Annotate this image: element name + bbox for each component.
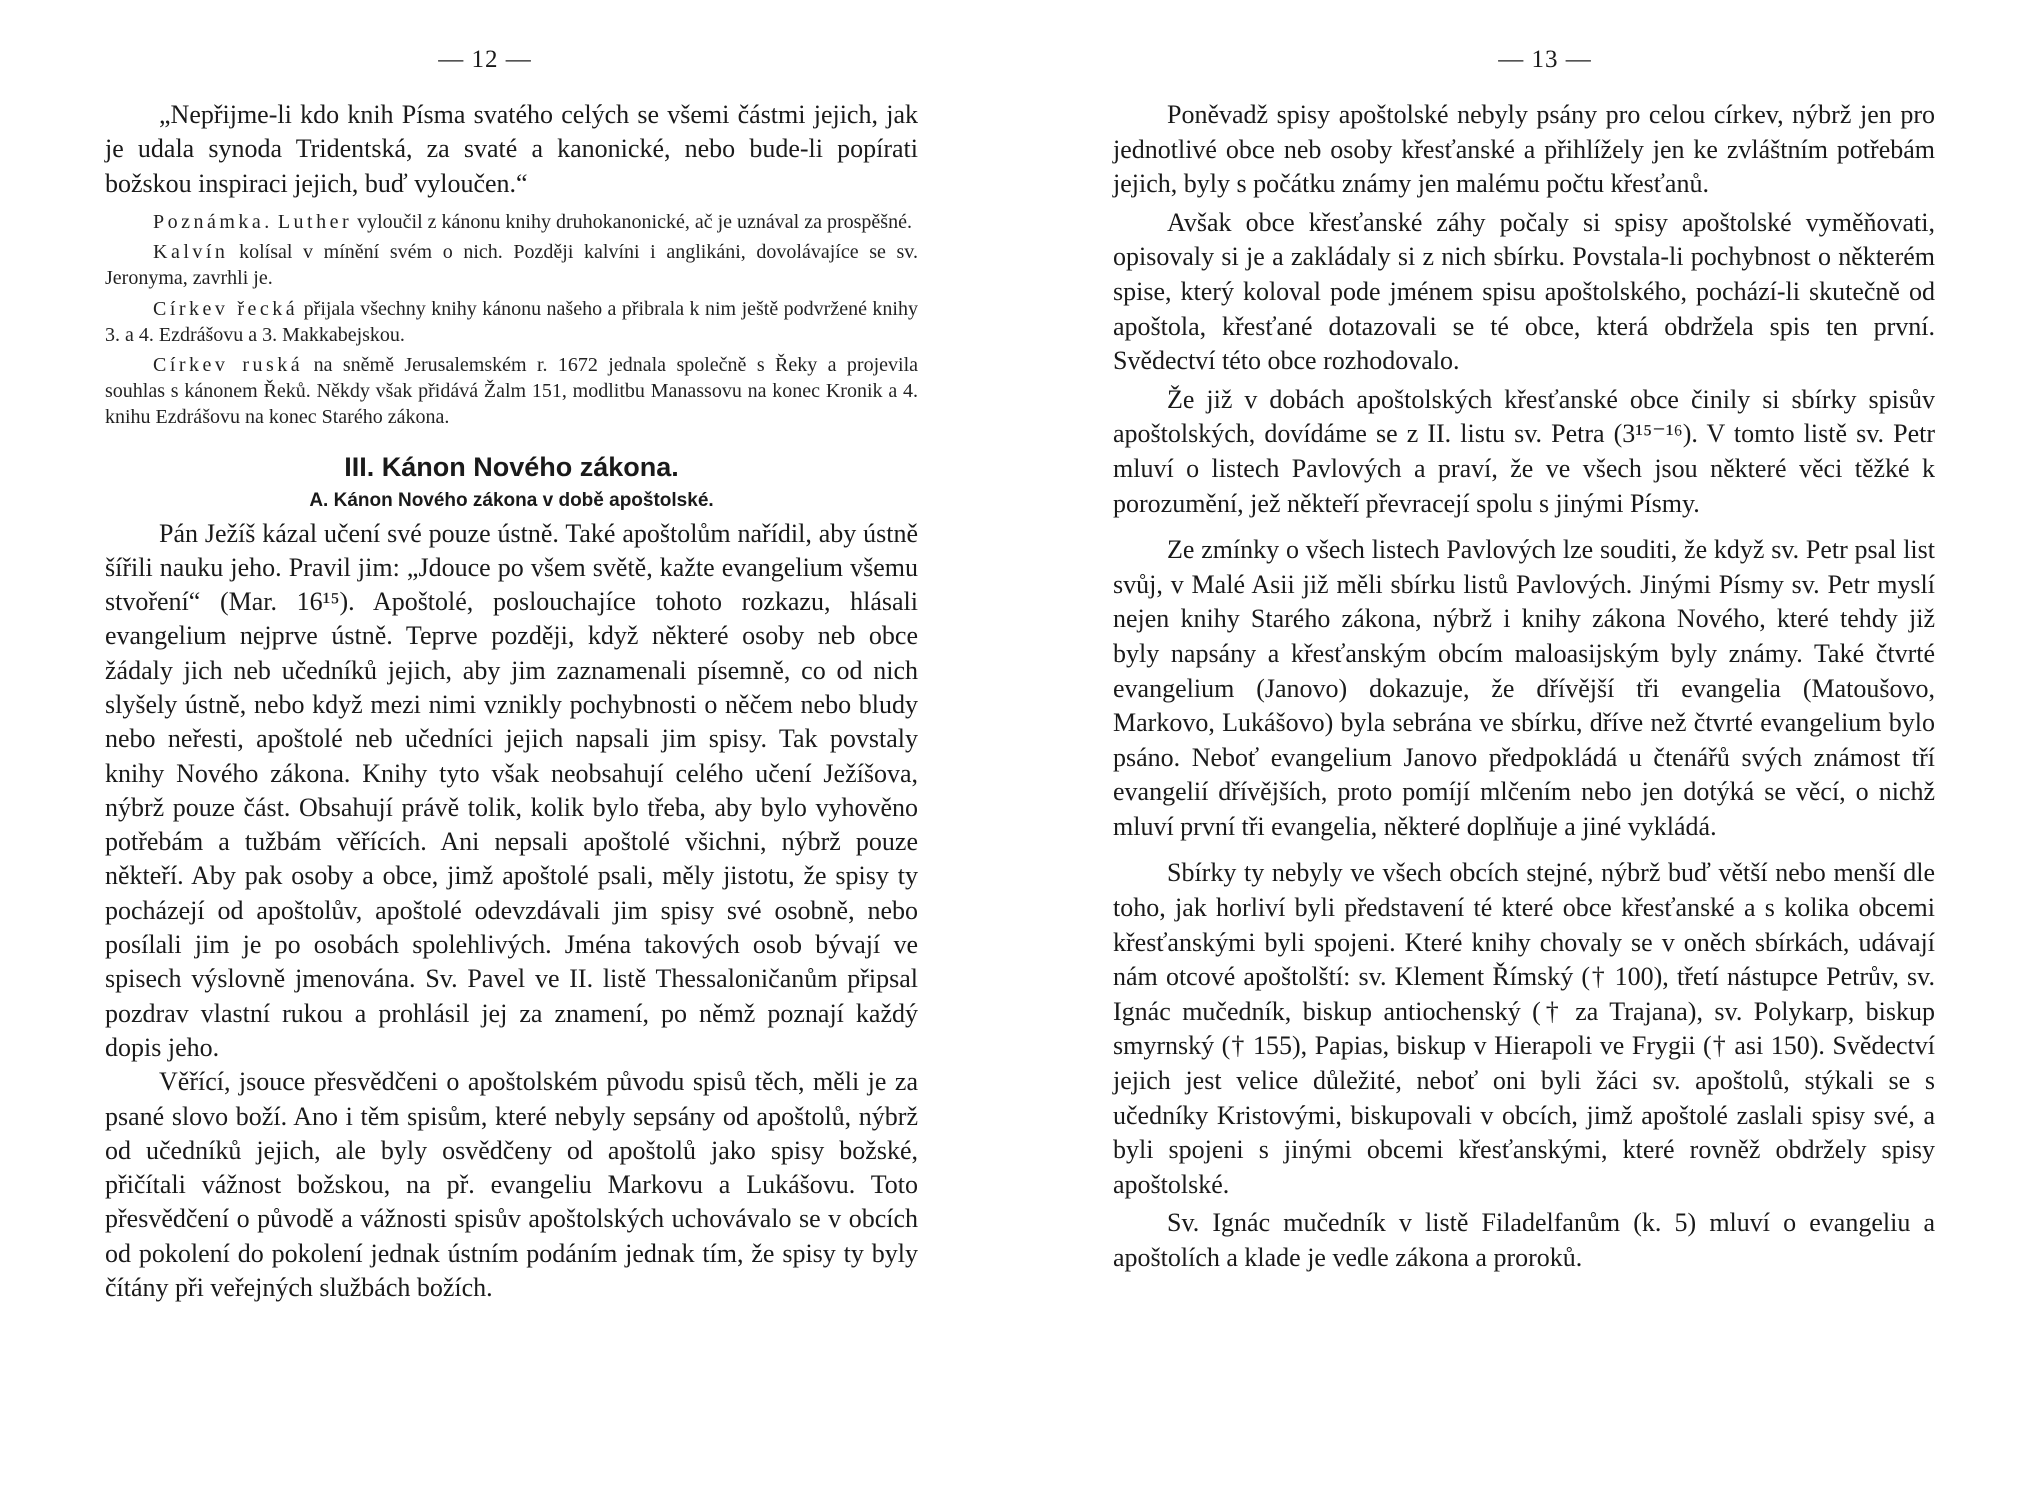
page-number: — 12 — <box>438 46 532 73</box>
note-label: Poznámka. <box>153 210 273 233</box>
right-text-column <box>1113 98 1935 1276</box>
note-russian-church <box>105 352 918 431</box>
paragraph: Věřící, jsouce přesvědčeni o apoštolském původu spisů těch, měli je za psané slovo boží. Ano i těm spisům, které nebyly sepsány od apoštolů, nýbrž od učedníků jejich, ale byly osvědčeny od apoštolů jako spisy božské, přičítali vážnost božskou, na př. evangeliu Markovu a Lukášovu. Toto přesvědčení o původě a vážnosti spisův apoštolských uchovávalo se v obcích od pokolení do pokolení jednak ústním podáním jednak tím, že spisy ty byly čítány při veřejných službách božích. <box>105 1067 918 1303</box>
paragraph: Sv. Ignác mučedník v listě Filadelfanům (k. 5) mluví o evangeliu a apoštolích a klade je vedle zákona a proroků. <box>1113 1208 1935 1272</box>
note-name: Církev ruská <box>153 353 304 376</box>
note-text: přijala všechny knihy kánonu našeho a přibrala k nim ještě podvržené knihy 3. a 4. Ezdrášovu a 3. Makkabejskou. <box>105 297 918 346</box>
note-luther <box>105 209 918 235</box>
paragraph: Poněvadž spisy apoštolské nebyly psány pro celou církev, nýbrž jen pro jednotlivé obce neb osoby křesťanské a přihlížely jen ke zvláštním potřebám jejich, byly s počátku známy jen malému počtu křesťanů. <box>1113 100 1935 199</box>
note-name: Církev řecká <box>153 297 299 320</box>
note-text: kolísal v mínění svém o nich. Později kalvíni i anglikáni, dovolávajíce se sv. Jeronyma, zavrhli je. <box>105 241 919 290</box>
note-name: Kalvín <box>153 241 229 264</box>
paragraph: Pán Ježíš kázal učení své pouze ústně. Také apoštolům nařídil, aby ústně šířili nauku jeho. Pravil jim: „Jdouce po všem světě, kažte evangelium všemu stvoření“ (Mar. 16¹⁵). Apoštolé, poslouchajíce tohoto rozkazu, hlásali evangelium nejprve ústně. Teprve později, když některé osoby neb obce žádaly jich neb učedníků jejich, aby jim zaznamenali písemně, co od nich slyšely ústně, nebo když mezi nimi vznikly pochybnosti o něčem nebo bludy nebo neřesti, apoštolé neb učedníci jejich napsali jim spisy. Tak povstaly knihy Nového zákona. Knihy tyto však neobsahují celého učení Ježíšova, nýbrž pouze část. Obsahují právě tolik, kolik bylo třeba, aby bylo vyhověno potřebám a tužbám věřících. Ani nepsali apoštolé všichni, nýbrž pouze někteří. Aby pak osoby a obce, jimž apoštolé psali, měly jistotu, že spisy ty pocházejí od apoštolův, apoštolé odevzdávali jim spisy své osobně, nebo posílali jim je po osobách spolehlivých. Jména takových osob bývají ve spisech výslovně jmenována. Sv. Pavel ve II. listě Thessaloničanům připsal pozdrav vlastní rukou a prohlásil jej za znamení, po němž poznají každý dopis jeho. <box>105 518 918 1062</box>
page-number: — 13 — <box>1498 46 1592 73</box>
paragraph: Sbírky ty nebyly ve všech obcích stejné, nýbrž buď větší nebo menší dle toho, jak horliví byli představení té které obce křesťanské a s kolika obcemi křesťanskými byli spojeni. Které knihy chovaly se v oněch sbírkách, udávají nám otcové apoštolští: sv. Klement Římský († 100), třetí nástupce Petrův, sv. Ignác mučedník, biskup antiochenský († za Trajana), sv. Polykarp, biskup smyrnský († 155), Papias, biskup v Hierapoli ve Frygii († asi 150). Svědectví jejich jest velice důležité, neboť oni byli žáci sv. apoštolů, stýkali se s učedníky Kristovými, biskupovali v obcích, jimž apoštolé zaslali spisy své, a byli spojeni s jinými obcemi křesťanskými, které rovněž obdržely spisy apoštolské. <box>1113 858 1935 1199</box>
note-name: Luther <box>277 210 353 233</box>
section-subheading: A. Kánon Nového zákona v době apoštolské. <box>309 489 714 511</box>
note-text: vyloučil z kánonu knihy druhokanonické, ač je uznával za prospěšné. <box>357 210 912 233</box>
note-greek-church <box>105 296 918 348</box>
note-kalvin <box>105 239 918 291</box>
section-heading: III. Kánon Nového zákona. <box>344 451 679 482</box>
right-page <box>1010 0 2020 1500</box>
left-text-column <box>105 98 918 1305</box>
council-quote: „Nepřijme-li kdo knih Písma svatého celých se všemi částmi jejich, jak je udala synoda Tridentská, za svaté a kanonické, nebo bude-li popírati božskou inspiraci jejich, buď vyloučen.“ <box>105 100 918 198</box>
paragraph: Že již v dobách apoštolských křesťanské obce činily si sbírky spisův apoštolských, dovídáme se z II. listu sv. Petra (3¹⁵⁻¹⁶). V tomto listě sv. Petr mluví o listech Pavlových a praví, že ve všech jsou některé věci těžké k porozumění, jež někteří převracejí spolu s jinými Písmy. <box>1113 384 1935 518</box>
paragraph: Avšak obce křesťanské záhy počaly si spisy apoštolské vyměňovati, opisovaly si je a zakládaly si z nich sbírku. Povstala-li pochybnost o některém spise, který koloval pode jménem spisu apoštolského, pochází-li skutečně od apoštola, křesťané dotazovali se té obce, která obdržela spis ten první. Svědectví této obce rozhodovalo. <box>1113 207 1935 376</box>
paragraph: Ze zmínky o všech listech Pavlových lze souditi, že když sv. Petr psal list svůj, v Malé Asii již měli sbírku listů Pavlových. Jinými Písmy sv. Petr myslí nejen knihy Starého zákona, nýbrž i knihy zákona Nového, které tehdy již byly napsány a křesťanským obcím maloasijským byly známy. Také čtvrté evangelium (Janovo) dokazuje, že dřívější tři evangelia (Matoušovo, Markovo, Lukášovo) byla sebrána ve sbírku, dříve než čtvrté evangelium bylo psáno. Neboť evangelium Janovo předpokládá u čtenářů svých známost tří evangelií dřívějších, proto pomíjí mlčením nebo jen dotýká se věcí, o nichž mluví první tři evangelia, některé doplňuje a jiné vykládá. <box>1113 535 1935 841</box>
note-text: na sněmě Jerusalemském r. 1672 jednala společně s Řeky a projevila souhlas s kánonem Řeků. Někdy však přidává Žalm 151, modlitbu Manassovu na konec Kronik a 4. knihu Ezdrášovu na konec Starého zákona. <box>105 353 919 429</box>
